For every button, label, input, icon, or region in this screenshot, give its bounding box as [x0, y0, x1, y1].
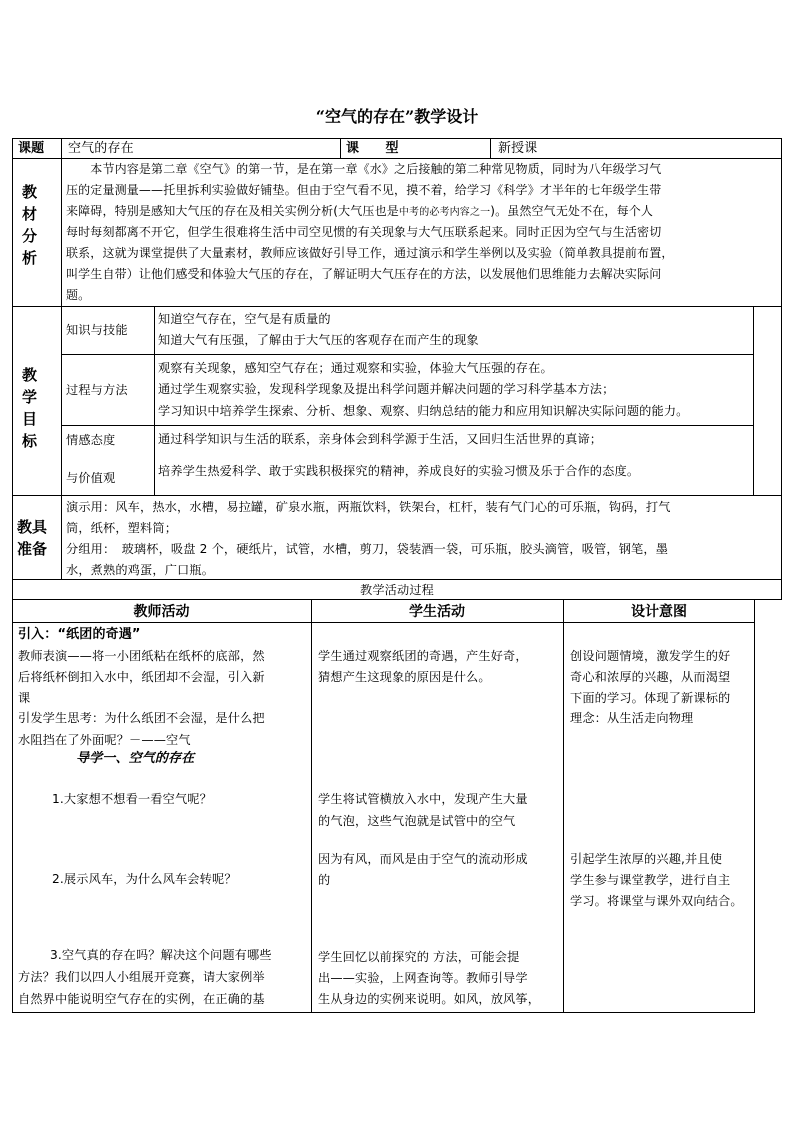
type-value: 新授课 [498, 141, 538, 156]
col-student-header: 学生活动 [409, 604, 465, 620]
topic-label: 课题 [18, 141, 45, 156]
knowledge-label: 知识与技能 [66, 323, 128, 337]
process-heading: 教学活动过程 [359, 583, 435, 597]
section-heading-1: 导学一、空气的存在 [76, 751, 195, 766]
emotion-line-1: 通过科学知识与生活的联系，亲身体会到科学源于生活，又回归生活世界的真谛； [158, 432, 603, 446]
intro-title: 引入：“纸团的奇遇” [18, 627, 141, 642]
type-label: 课 型 [346, 141, 399, 156]
process-label: 过程与方法 [66, 383, 128, 397]
emotion-line-2: 培养学生热爱科学、敢于实践积极探究的精神，养成良好的实验习惯及乐于合作的态度。 [158, 464, 640, 478]
page-title: “空气的存在”教学设计 [315, 107, 479, 126]
process-line-2: 通过学生观察实验，发现科学现象及提出科学问题并解决问题的学习科学基本方法； [158, 382, 615, 396]
question-1: 1.大家想不想看一看空气呢？ [52, 792, 212, 806]
emotion-label-1: 情感态度 [66, 433, 116, 447]
process-line-3: 学习知识中培养学生探索、分析、想象、观察、归纳总结的能力和应用知识解决实际问题的能力。 [158, 404, 689, 418]
knowledge-line-1: 知道空气存在，空气是有质量的 [158, 312, 331, 326]
knowledge-line-2: 知道大气有压强，了解由于大气压的客观存在而产生的现象 [158, 333, 479, 347]
topic-value: 空气的存在 [68, 141, 134, 156]
process-line-1: 观察有关现象，感知空气存在；通过观察和实验，体验大气压强的存在。 [158, 361, 553, 375]
emotion-label-2: 与价值观 [66, 471, 116, 485]
col-teacher-header: 教师活动 [133, 604, 190, 620]
question-2: 2.展示风车，为什么风车会转呢？ [52, 872, 237, 886]
col-intent-header: 设计意图 [631, 604, 687, 620]
